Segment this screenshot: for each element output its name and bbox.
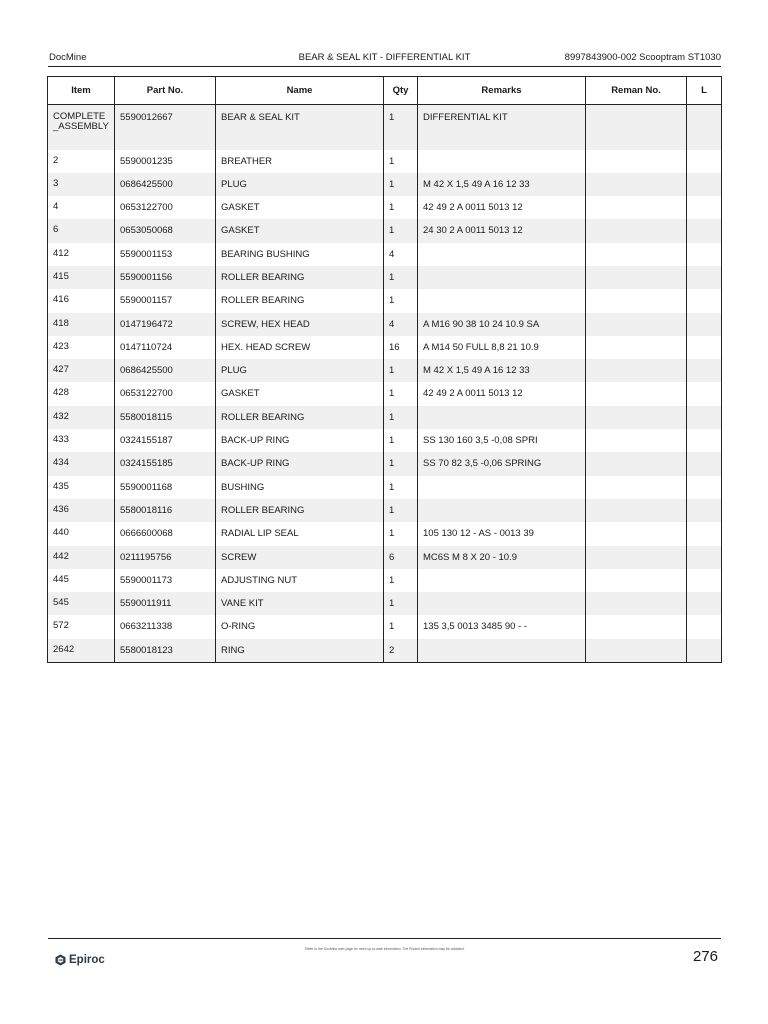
part-no-cell: 5590001153 [115,243,216,266]
remarks-cell [418,476,586,499]
l-cell [687,639,722,662]
part-no-cell: 0324155185 [115,452,216,475]
item-cell: 427 [48,359,115,382]
l-cell [687,313,722,336]
remarks-cell: MC6S M 8 X 20 - 10.9 [418,546,586,569]
part-no-cell: 5590001157 [115,289,216,312]
l-cell [687,150,722,173]
l-cell [687,546,722,569]
name-cell: PLUG [216,173,384,196]
epiroc-logo-icon [55,954,66,966]
name-cell: VANE KIT [216,592,384,615]
part-no-cell: 0686425500 [115,173,216,196]
part-no-cell: 0653122700 [115,196,216,219]
item-cell: 428 [53,387,69,399]
name-cell: PLUG [216,359,384,382]
remarks-cell: 105 130 12 - AS - 0013 39 [418,522,586,545]
qty-cell: 1 [384,406,418,429]
part-no-cell: 0211195756 [115,546,216,569]
name-cell: BUSHING [216,476,384,499]
part-no-cell: 0663211338 [115,615,216,638]
name-cell: BEAR & SEAL KIT [216,105,384,150]
table-row [48,243,722,266]
part-no-cell: 5590001156 [115,266,216,289]
l-cell [687,429,722,452]
item-cell: 435 [53,480,69,492]
name-cell: GASKET [216,382,384,405]
item-cell: COMPLETE_ASSEMBLY [48,105,115,150]
l-cell [687,569,722,592]
reman-no-cell [586,569,687,592]
l-cell [687,522,722,545]
remarks-cell [418,499,586,522]
footer-note: Refer to the DocMine web page for more up-to-date information. The Printed information may be outdated. [305,947,465,951]
qty-cell: 1 [384,150,418,173]
item-cell: 6 [48,219,115,242]
item-cell: 3 [48,173,115,196]
reman-no-cell [586,546,687,569]
page-number: 276 [692,948,718,965]
table-row [48,546,722,569]
reman-no-cell [586,289,687,312]
reman-no-cell [586,359,687,382]
table-row [48,569,722,592]
reman-no-cell [586,615,687,638]
parts-table [47,76,722,663]
reman-no-cell [586,476,687,499]
remarks-cell [418,592,586,615]
l-cell [687,173,722,196]
reman-no-cell [586,150,687,173]
item-cell: 545 [48,592,115,615]
name-cell: ROLLER BEARING [216,289,384,312]
remarks-cell: 24 30 2 A 0011 5013 12 [418,219,586,242]
l-cell [687,476,722,499]
item-cell: 2 [53,154,59,166]
table-row [48,429,722,452]
l-cell [687,592,722,615]
item-cell: 416 [53,294,69,306]
column-header-item: Item [48,77,115,105]
l-cell [687,196,722,219]
table-row [48,313,722,336]
name-cell: O-RING [216,615,384,638]
qty-cell: 1 [384,173,418,196]
table-row [48,289,722,312]
remarks-cell: DIFFERENTIAL KIT [418,105,586,150]
item-cell: 423 [53,340,69,352]
reman-no-cell [586,243,687,266]
qty-cell: 4 [384,243,418,266]
reman-no-cell [586,452,687,475]
column-header-remarks: Remarks [418,77,586,105]
item-cell: 433 [53,434,69,446]
remarks-cell: SS 70 82 3,5 -0,06 SPRING [418,452,586,475]
qty-cell: 1 [384,289,418,312]
qty-cell: 1 [384,615,418,638]
header-app-name: DocMine [49,52,87,63]
parts-table-body [48,105,722,663]
table-row [48,150,722,173]
column-header-qty: Qty [384,77,418,105]
reman-no-cell [586,105,687,150]
item-cell: 4 [53,201,59,213]
remarks-cell: SS 130 160 3,5 -0,08 SPRI [418,429,586,452]
l-cell [687,219,722,242]
table-row [48,476,722,499]
part-no-cell: 0147110724 [115,336,216,359]
column-header-name: Name [216,77,384,105]
item-cell: 445 [53,573,69,585]
remarks-cell [418,243,586,266]
name-cell: RING [216,639,384,662]
name-cell: BEARING BUSHING [216,243,384,266]
qty-cell: 1 [384,359,418,382]
epiroc-logo [55,952,105,968]
item-cell: 432 [48,406,115,429]
table-row [48,522,722,545]
table-row [48,219,722,242]
part-no-cell: 0653050068 [115,219,216,242]
qty-cell: 4 [384,313,418,336]
item-cell: 412 [53,247,69,259]
qty-cell: 1 [384,476,418,499]
header-document-title: BEAR & SEAL KIT - DIFFERENTIAL KIT [298,52,471,63]
table-row [48,592,722,615]
l-cell [687,289,722,312]
name-cell: BACK-UP RING [216,452,384,475]
name-cell: BREATHER [216,150,384,173]
l-cell [687,452,722,475]
page-header [48,50,721,66]
table-row [48,196,722,219]
reman-no-cell [586,406,687,429]
qty-cell: 1 [384,266,418,289]
part-no-cell: 5590001168 [115,476,216,499]
qty-cell: 1 [384,569,418,592]
table-row [48,406,722,429]
item-cell: 440 [53,527,69,539]
part-no-cell: 5590012667 [115,105,216,150]
l-cell [687,359,722,382]
table-row [48,615,722,638]
table-row [48,359,722,382]
qty-cell: 2 [384,639,418,662]
table-row [48,173,722,196]
reman-no-cell [586,592,687,615]
qty-cell: 1 [384,105,418,150]
remarks-cell [418,569,586,592]
qty-cell: 1 [384,499,418,522]
part-no-cell: 0147196472 [115,313,216,336]
name-cell: HEX. HEAD SCREW [216,336,384,359]
name-cell: ROLLER BEARING [216,406,384,429]
header-divider [48,66,721,67]
qty-cell: 1 [384,429,418,452]
remarks-cell: 42 49 2 A 0011 5013 12 [418,196,586,219]
item-cell: 415 [48,266,115,289]
table-row [48,266,722,289]
remarks-cell [418,150,586,173]
l-cell [687,615,722,638]
part-no-cell: 5580018116 [115,499,216,522]
qty-cell: 1 [384,382,418,405]
qty-cell: 1 [384,592,418,615]
part-no-cell: 5590011911 [115,592,216,615]
qty-cell: 6 [384,546,418,569]
name-cell: GASKET [216,219,384,242]
part-no-cell: 5580018123 [115,639,216,662]
l-cell [687,382,722,405]
item-cell: 418 [48,313,115,336]
reman-no-cell [586,382,687,405]
reman-no-cell [586,499,687,522]
column-header-part-no: Part No. [115,77,216,105]
l-cell [687,266,722,289]
footer-divider [48,938,721,939]
column-header-reman-no: Reman No. [586,77,687,105]
table-row [48,336,722,359]
l-cell [687,243,722,266]
l-cell [687,499,722,522]
qty-cell: 16 [384,336,418,359]
remarks-cell [418,639,586,662]
column-header-l: L [687,77,722,105]
qty-cell: 1 [384,452,418,475]
name-cell: GASKET [216,196,384,219]
item-cell: 442 [48,546,115,569]
remarks-cell [418,406,586,429]
part-no-cell: 5590001173 [115,569,216,592]
part-no-cell: 0324155187 [115,429,216,452]
item-cell: 434 [48,452,115,475]
l-cell [687,105,722,150]
remarks-cell: A M16 90 38 10 24 10.9 SA [418,313,586,336]
name-cell: ROLLER BEARING [216,499,384,522]
item-cell: 572 [53,620,69,632]
qty-cell: 1 [384,522,418,545]
brand-name: Epiroc [69,954,105,966]
name-cell: RADIAL LIP SEAL [216,522,384,545]
name-cell: SCREW, HEX HEAD [216,313,384,336]
reman-no-cell [586,313,687,336]
table-row [48,639,722,662]
qty-cell: 1 [384,219,418,242]
remarks-cell: A M14 50 FULL 8,8 21 10.9 [418,336,586,359]
l-cell [687,336,722,359]
qty-cell: 1 [384,196,418,219]
reman-no-cell [586,196,687,219]
remarks-cell: 135 3,5 0013 3485 90 - - [418,615,586,638]
header-document-number: 8997843900-002 Scooptram ST1030 [564,52,721,63]
name-cell: SCREW [216,546,384,569]
name-cell: ROLLER BEARING [216,266,384,289]
l-cell [687,406,722,429]
reman-no-cell [586,219,687,242]
remarks-cell [418,289,586,312]
part-no-cell: 0653122700 [115,382,216,405]
table-row [48,382,722,405]
reman-no-cell [586,336,687,359]
remarks-cell: 42 49 2 A 0011 5013 12 [418,382,586,405]
remarks-cell: M 42 X 1,5 49 A 16 12 33 [418,173,586,196]
remarks-cell [418,266,586,289]
reman-no-cell [586,173,687,196]
item-cell: 2642 [48,639,115,662]
name-cell: ADJUSTING NUT [216,569,384,592]
reman-no-cell [586,266,687,289]
part-no-cell: 5580018115 [115,406,216,429]
reman-no-cell [586,639,687,662]
table-row [48,452,722,475]
reman-no-cell [586,429,687,452]
name-cell: BACK-UP RING [216,429,384,452]
table-header-row [48,77,722,105]
table-row [48,499,722,522]
table-row [48,105,722,150]
part-no-cell: 0686425500 [115,359,216,382]
reman-no-cell [586,522,687,545]
part-no-cell: 5590001235 [115,150,216,173]
item-cell: 436 [48,499,115,522]
part-no-cell: 0666600068 [115,522,216,545]
remarks-cell: M 42 X 1,5 49 A 16 12 33 [418,359,586,382]
